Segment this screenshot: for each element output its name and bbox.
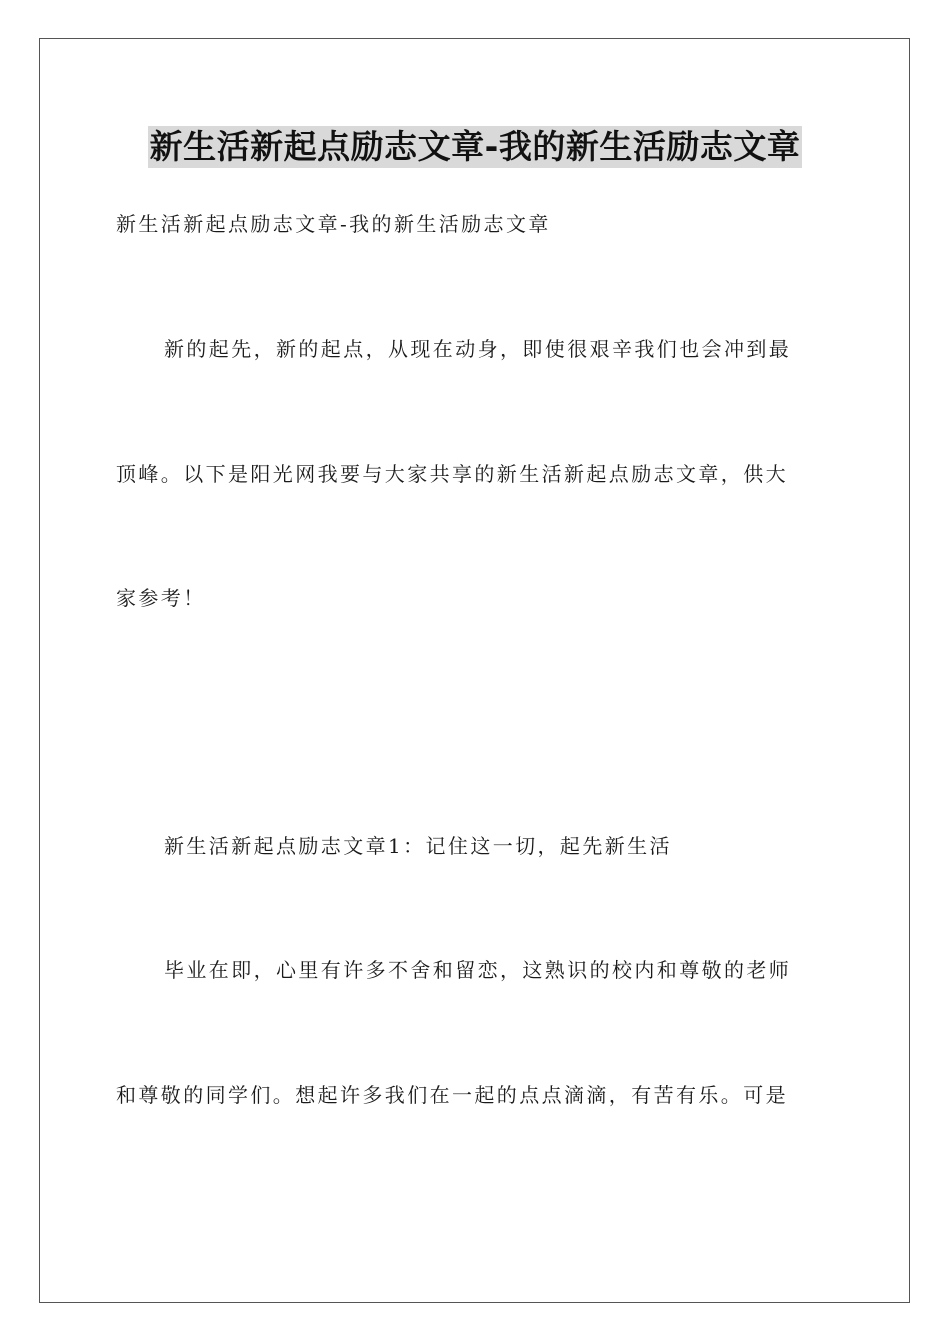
- paragraph-line: 新的起先，新的起点，从现在动身，即使很艰辛我们也会冲到最: [164, 337, 792, 361]
- section-heading: 新生活新起点励志文章1：记住这一切，起先新生活: [164, 834, 672, 858]
- title-container: [0, 126, 950, 168]
- paragraph-line: 和尊敬的同学们。想起许多我们在一起的点点滴滴，有苦有乐。可是: [116, 1083, 788, 1107]
- document-title: 新生活新起点励志文章-我的新生活励志文章: [149, 127, 801, 166]
- document-subtitle: 新生活新起点励志文章-我的新生活励志文章: [116, 212, 551, 236]
- paragraph-line: 顶峰。以下是阳光网我要与大家共享的新生活新起点励志文章，供大: [116, 462, 788, 486]
- paragraph-line: 毕业在即，心里有许多不舍和留恋，这熟识的校内和尊敬的老师: [164, 958, 792, 982]
- paragraph-line: 家参考！: [116, 586, 206, 610]
